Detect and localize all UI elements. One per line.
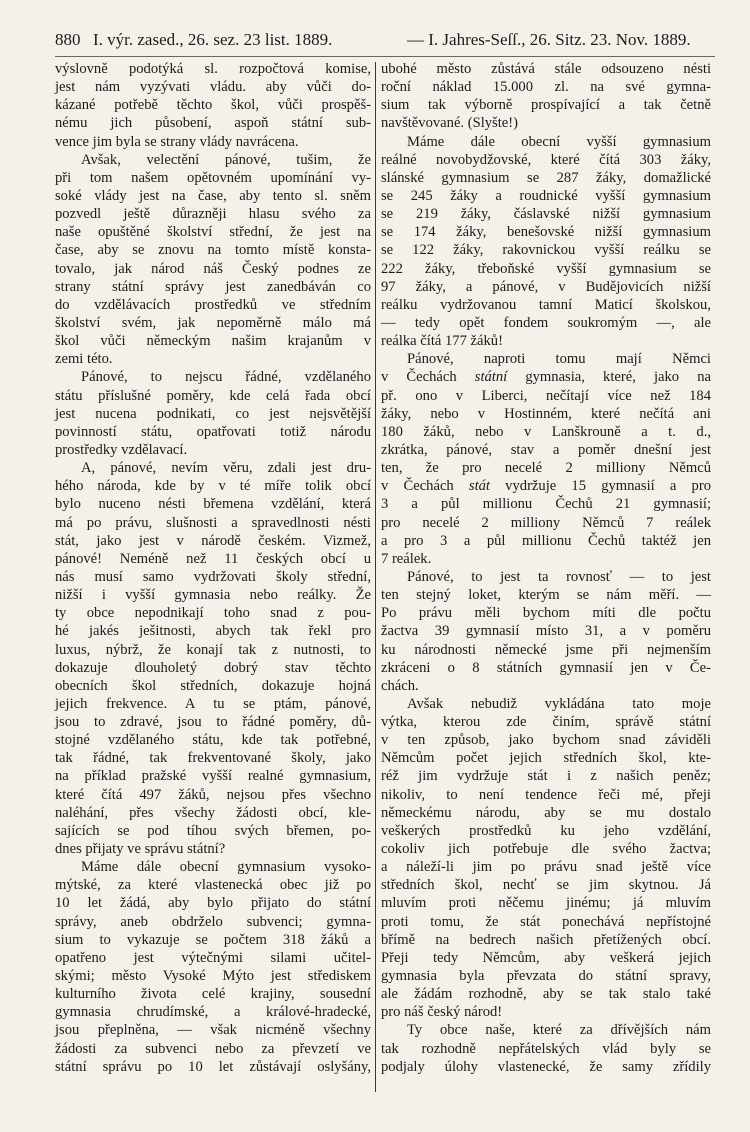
text-line bbox=[381, 78, 711, 96]
text-line bbox=[55, 931, 371, 949]
line-text: se 245 žáky a roudnické vyšší gymnasium bbox=[381, 187, 711, 204]
line-text: pro necelé 2 milliony Němců 7 reálek bbox=[381, 514, 711, 531]
text-line bbox=[55, 568, 371, 586]
line-text: sium to vykazuje se počtem 318 žáků a bbox=[55, 931, 371, 948]
text-line bbox=[381, 332, 711, 350]
text-line bbox=[381, 677, 711, 695]
column-divider bbox=[375, 62, 376, 1092]
line-text: veškerých prostředků ku jeho vzdělání, bbox=[381, 822, 711, 839]
line-text: Němcům počet jejich středních škol, kte- bbox=[381, 750, 711, 767]
text-line bbox=[55, 949, 371, 967]
line-text: 10 let žádá, aby bylo přijato do státní bbox=[55, 895, 371, 912]
text-line bbox=[55, 169, 371, 187]
text-line bbox=[381, 967, 711, 985]
text-line bbox=[55, 1040, 371, 1058]
text-line bbox=[55, 767, 371, 785]
line-text: jsou to zdravé, jsou to řádné poměry, dů- bbox=[55, 714, 371, 731]
text-line bbox=[381, 296, 711, 314]
header-german: — I. Jahres-Seſſ., 26. Sitz. 23. Nov. 1889. bbox=[407, 30, 691, 49]
line-text: jejich frekvence. A tu se ptám, pánové, bbox=[55, 695, 371, 712]
text-line bbox=[55, 459, 371, 477]
text-line bbox=[55, 205, 371, 223]
text-line bbox=[381, 368, 711, 386]
line-text: reálka čítá 177 žáků! bbox=[381, 333, 503, 350]
line-text: kázané potřebě těchto škol, vůči prospěš- bbox=[55, 97, 371, 114]
text-line bbox=[381, 241, 711, 259]
text-line bbox=[55, 96, 371, 114]
line-text: Pánové, to jest ta rovnosť — to jest bbox=[407, 568, 711, 585]
text-line bbox=[55, 659, 371, 677]
text-line bbox=[55, 241, 371, 259]
line-text: cokoliv jich potřebuje dle svého žactva; bbox=[381, 841, 711, 858]
line-text: skými; město Vysoké Mýto jest střediskem bbox=[55, 968, 371, 985]
line-text: do vzdělávacích prostředků ve středním bbox=[55, 296, 371, 313]
text-line bbox=[381, 151, 711, 169]
text-line bbox=[55, 731, 371, 749]
line-text: strany státní správy jest zanedbáván co bbox=[55, 278, 371, 295]
line-text: obecních škol středních, dokazuje hojná bbox=[55, 677, 371, 694]
text-line bbox=[55, 677, 371, 695]
text-line bbox=[55, 423, 371, 441]
text-line bbox=[55, 695, 371, 713]
line-text: vydržuje 15 gymnasií a pro bbox=[490, 478, 711, 495]
text-line bbox=[381, 822, 711, 840]
line-text: má po právu, slušnosti a spravedlnosti nésti bbox=[55, 514, 371, 531]
text-line bbox=[55, 804, 371, 822]
text-line bbox=[55, 604, 371, 622]
text-line bbox=[381, 858, 711, 876]
text-line bbox=[381, 405, 711, 423]
line-text: př. ono v Liberci, nečítají více než 184 bbox=[381, 387, 711, 404]
line-text: pozvedl ještě důrazněji hlasu svého za bbox=[55, 206, 371, 223]
line-text: v Čechách bbox=[381, 478, 469, 495]
text-line bbox=[381, 350, 711, 368]
line-text: réž jim vydržuje stát i z našich peněz; bbox=[381, 768, 711, 785]
text-line bbox=[55, 586, 371, 604]
text-line bbox=[55, 314, 371, 332]
text-line bbox=[381, 659, 711, 677]
line-text: proti tomu, že stát ponechává nepřístojné bbox=[381, 913, 711, 930]
line-text: podjaly úlohy vlastenecké, že samy zřídily bbox=[381, 1058, 711, 1075]
line-text: v ten způsob, jako bychom snad záviděli bbox=[381, 732, 711, 749]
line-text: dokazuje dlouholetý dobrý stav těchto bbox=[55, 659, 371, 676]
line-text: 222 žáky, třeboňské vyšší gymnasium se bbox=[381, 260, 711, 277]
text-line bbox=[381, 169, 711, 187]
line-text: tovalo, jak národ náš Český podnes ze bbox=[55, 260, 371, 277]
text-line bbox=[381, 695, 711, 713]
text-line bbox=[381, 459, 711, 477]
text-line bbox=[55, 550, 371, 568]
line-text: středních škol, nechť se jim skytnou. Já bbox=[381, 877, 711, 894]
text-line bbox=[381, 767, 711, 785]
line-text: dnes přijaty ve správu státní? bbox=[55, 841, 226, 858]
text-line bbox=[381, 804, 711, 822]
text-line bbox=[381, 423, 711, 441]
line-text: v Čechách bbox=[381, 369, 475, 386]
line-text: vence jim byla se strany vlády navrácena. bbox=[55, 133, 299, 150]
line-text: stojné vzdělaného státu, kde tak potřebné, bbox=[55, 732, 371, 749]
italic-text: stát bbox=[468, 478, 490, 495]
text-line bbox=[55, 114, 371, 132]
line-text: německému národu, aby se mu dostalo bbox=[381, 804, 711, 821]
text-line bbox=[55, 387, 371, 405]
text-line bbox=[381, 514, 711, 532]
text-line bbox=[381, 622, 711, 640]
text-line bbox=[381, 604, 711, 622]
text-line bbox=[381, 568, 711, 586]
line-text: ale žádám rozhodně, aby se tak stalo také bbox=[381, 986, 711, 1003]
line-text: ku národnosti německé jsme při nejmenším bbox=[381, 641, 711, 658]
line-text: Přeji tedy Němcům, aby veškerá jejich bbox=[381, 949, 711, 966]
text-line bbox=[381, 749, 711, 767]
text-line bbox=[381, 187, 711, 205]
line-text: se 219 žáky, čáslavské nižší gymnasium bbox=[381, 206, 711, 223]
text-line bbox=[55, 350, 371, 368]
text-line bbox=[55, 985, 371, 1003]
line-text: a náleží-li jim po právu snad ještě více bbox=[381, 859, 711, 876]
text-line bbox=[55, 78, 371, 96]
text-line bbox=[381, 133, 711, 151]
text-line bbox=[55, 477, 371, 495]
line-text: Ty obce naše, které za dřívějších nám bbox=[407, 1022, 711, 1039]
line-text: nému jich působení, aspoň státní sub- bbox=[55, 115, 371, 132]
text-line bbox=[381, 949, 711, 967]
line-text: zkráceni o 8 státních gymnasií jen v Če- bbox=[381, 659, 711, 676]
header-rule bbox=[55, 56, 715, 57]
text-line bbox=[381, 96, 711, 114]
line-text: nikoliv, to není tendence řeči mé, přeji bbox=[381, 786, 711, 803]
text-line bbox=[381, 387, 711, 405]
line-text: kulturního života celé krajiny, sousední bbox=[55, 986, 371, 1003]
line-text: při tom našem opětovném upomínání vy- bbox=[55, 169, 371, 186]
text-line bbox=[55, 876, 371, 894]
text-line bbox=[55, 368, 371, 386]
line-text: 180 žáků, nebo v Lanškrouně a t. d., bbox=[381, 423, 711, 440]
line-text: hého národa, kde by v té míře tolik obcí bbox=[55, 478, 371, 495]
text-line bbox=[55, 405, 371, 423]
text-line bbox=[55, 495, 371, 513]
line-text: — tedy opět fondem soukromým —, ale bbox=[381, 314, 711, 331]
line-text: Avšak, velectění pánové, tušim, že bbox=[81, 151, 371, 168]
text-line bbox=[381, 731, 711, 749]
text-line bbox=[55, 822, 371, 840]
line-text: které čítá 497 žáků, nejsou přes všechno bbox=[55, 786, 371, 803]
line-text: a pro 3 a půl millionu Čechů taktéž jen bbox=[381, 532, 711, 549]
text-line bbox=[381, 441, 711, 459]
line-text: pro náš český národ! bbox=[381, 1004, 503, 1021]
line-text: škol vůči německým našim krajanům v bbox=[55, 333, 371, 350]
text-line bbox=[381, 1040, 711, 1058]
line-text: 97 žáky, a pánové, v Budějovicích nižší bbox=[381, 278, 711, 295]
line-text: se 174 žáky, benešovské nižší gymnasium bbox=[381, 224, 711, 241]
line-text: navštěvované. (Slyšte!) bbox=[381, 115, 518, 132]
text-line bbox=[55, 913, 371, 931]
text-line bbox=[381, 532, 711, 550]
right-column bbox=[381, 60, 711, 1076]
text-line bbox=[381, 876, 711, 894]
italic-text: státní bbox=[474, 369, 508, 386]
text-line bbox=[381, 1003, 711, 1021]
line-text: žádosti za subvenci nebo za převzetí ve bbox=[55, 1040, 371, 1057]
line-text: Pánové, to nejscu řádné, vzdělaného bbox=[81, 369, 371, 386]
text-line bbox=[55, 260, 371, 278]
text-line bbox=[55, 296, 371, 314]
text-line bbox=[55, 151, 371, 169]
line-text: zkrátka, pánové, stav a poměr dnešní jest bbox=[381, 441, 711, 458]
line-text: povinností státu, opatřovati totiž národu bbox=[55, 423, 371, 440]
text-line bbox=[55, 332, 371, 350]
line-text: nás musí samo vydržovati školy střední, bbox=[55, 568, 371, 585]
line-text: luxus, nýbrž, že konají tak z nutnosti, to bbox=[55, 641, 371, 658]
line-text: státu příslušné poměry, kde celá řada obcí bbox=[55, 387, 371, 404]
text-line bbox=[55, 967, 371, 985]
line-text: ten, že pro necelé 2 milliony Němců bbox=[381, 460, 711, 477]
line-text: A, pánové, nevím věru, zdali jest dru- bbox=[81, 460, 371, 477]
line-text: Pánové, naproti tomu mají Němci bbox=[407, 351, 711, 368]
line-text: se 122 žáky, rakovnickou vyšší reálku se bbox=[381, 242, 711, 259]
line-text: státní správu po 10 let zůstávají oslyšány, bbox=[55, 1058, 371, 1075]
text-line bbox=[55, 858, 371, 876]
text-line bbox=[381, 1021, 711, 1039]
text-line bbox=[55, 1058, 371, 1076]
line-text: břímě na bedrech našich přetížených obcí. bbox=[381, 931, 711, 948]
line-text: gymnasia byla převzata do státní spravy, bbox=[381, 968, 711, 985]
line-text: Avšak nebudiž vykládána tato moje bbox=[407, 695, 711, 712]
line-text: ubohé město zůstává stále odsouzeno nésti bbox=[381, 61, 711, 77]
line-text: gymnasia, které, jako na bbox=[507, 369, 711, 386]
text-line bbox=[55, 641, 371, 659]
line-text: hé jakés ješitnosti, abych tak řekl pro bbox=[55, 623, 371, 640]
text-line bbox=[381, 495, 711, 513]
text-line bbox=[55, 1021, 371, 1039]
text-line bbox=[381, 477, 711, 495]
text-line bbox=[381, 114, 711, 132]
text-line bbox=[55, 514, 371, 532]
line-text: ty obce nepodnikají toho snad z pou- bbox=[55, 605, 371, 622]
line-text: jest nucena podnikati, co jest nejsvětější bbox=[55, 405, 371, 422]
line-text: reálku vydržovanou tamní Maticí školskou, bbox=[381, 296, 711, 313]
line-text: tak rozhodně nepřátelských vlád byly se bbox=[381, 1040, 711, 1057]
line-text: sajících se pod tíhou svých břemen, po- bbox=[55, 822, 371, 839]
line-text: bylo nuceno nésti břemena vzdělání, která bbox=[55, 496, 371, 513]
text-line bbox=[55, 713, 371, 731]
text-line bbox=[381, 985, 711, 1003]
line-text: naléhání, přes všechy žádosti obcí, kle- bbox=[55, 804, 371, 821]
line-text: chách. bbox=[381, 677, 419, 694]
line-text: výslovně podotýká sl. rozpočtová komise, bbox=[55, 61, 371, 77]
text-line bbox=[55, 187, 371, 205]
line-text: roční náklad 15.000 zl. na své gymna- bbox=[381, 79, 711, 96]
line-text: opatřeno jest výtečnými silami učitel- bbox=[55, 949, 371, 966]
line-text: sium tak výborně prospívající a tak četně bbox=[381, 97, 711, 114]
line-text: žactva 39 gymnasií místo 31, a v poměru bbox=[381, 623, 711, 640]
line-text: Máme dále obecní gymnasium vysoko- bbox=[81, 859, 371, 876]
line-text: školství svém, jak nepoměrně málo má bbox=[55, 314, 371, 331]
text-line bbox=[381, 314, 711, 332]
text-line bbox=[381, 786, 711, 804]
line-text: mluvím proti něčemu jinému; já mluvím bbox=[381, 895, 711, 912]
text-line bbox=[55, 133, 371, 151]
text-line bbox=[381, 60, 711, 78]
line-text: jest nám vyzývati vládu. aby vůči do- bbox=[55, 79, 371, 96]
running-header bbox=[55, 30, 715, 52]
line-text: ten stejný loket, kterým se nám měří. — bbox=[381, 587, 711, 604]
text-line bbox=[381, 894, 711, 912]
text-line bbox=[381, 278, 711, 296]
text-line bbox=[381, 913, 711, 931]
text-line bbox=[381, 550, 711, 568]
line-text: jsou přeplněna, — však nicméně všechny bbox=[55, 1022, 371, 1039]
line-text: 7 reálek. bbox=[381, 550, 432, 567]
text-line bbox=[381, 840, 711, 858]
text-line bbox=[381, 223, 711, 241]
text-line bbox=[381, 641, 711, 659]
line-text: čase, aby se znovu na tomto místě konsta- bbox=[55, 242, 371, 259]
line-text: pánové! Neméně než 11 českých obcí u bbox=[55, 550, 371, 567]
text-line bbox=[381, 1058, 711, 1076]
line-text: prostředky vzdělavací. bbox=[55, 441, 188, 458]
line-text: reálné novobydžovské, které čítá 303 žáky, bbox=[381, 151, 711, 168]
line-text: gymnasia chrudímské, a králové-hradecké, bbox=[55, 1004, 371, 1021]
line-text: výtka, kterou zde činím, správě státní bbox=[381, 714, 711, 731]
line-text: stát, jako jest v národě českém. Vizmež, bbox=[55, 532, 371, 549]
text-line bbox=[381, 260, 711, 278]
text-line bbox=[55, 1003, 371, 1021]
text-line bbox=[55, 441, 371, 459]
line-text: správy, aneb obdrželo subvenci; gymna- bbox=[55, 913, 371, 930]
line-text: zemi této. bbox=[55, 351, 113, 368]
text-line bbox=[55, 840, 371, 858]
text-line bbox=[55, 786, 371, 804]
left-column bbox=[55, 60, 371, 1076]
text-line bbox=[55, 278, 371, 296]
text-line bbox=[381, 713, 711, 731]
line-text: soké vlády jest na čase, aby tento sl. sněm bbox=[55, 187, 371, 204]
line-text: Máme dále obecní vyšší gymnasium bbox=[407, 133, 711, 150]
line-text: 3 a půl millionu Čechů 21 gymnasií; bbox=[381, 496, 711, 513]
line-text: tak řádné, tak frekventované školy, jako bbox=[55, 750, 371, 767]
page-number: 880 bbox=[55, 30, 81, 49]
text-line bbox=[381, 586, 711, 604]
line-text: mýtské, za které vlastenecká obec již po bbox=[55, 877, 371, 894]
header-czech: I. výr. zased., 26. sez. 23 list. 1889. bbox=[93, 30, 333, 49]
line-text: naše opuštěné školství střední, že jest na bbox=[55, 224, 371, 241]
line-text: slánské gymnasium se 287 žáky, domažlické bbox=[381, 169, 711, 186]
text-line bbox=[381, 205, 711, 223]
text-line bbox=[55, 532, 371, 550]
text-line bbox=[55, 60, 371, 78]
text-line bbox=[55, 894, 371, 912]
text-line bbox=[55, 622, 371, 640]
text-line bbox=[381, 931, 711, 949]
text-line bbox=[55, 223, 371, 241]
line-text: Po právu měli bychom míti dle počtu bbox=[381, 605, 711, 622]
line-text: nižší i vyšší gymnasia nebo reálky. Že bbox=[55, 587, 371, 604]
line-text: na příklad pražské vyšší realné gymnasium, bbox=[55, 768, 371, 785]
line-text: žáky, nebo v Hostinném, které nečítá ani bbox=[381, 405, 711, 422]
text-line bbox=[55, 749, 371, 767]
